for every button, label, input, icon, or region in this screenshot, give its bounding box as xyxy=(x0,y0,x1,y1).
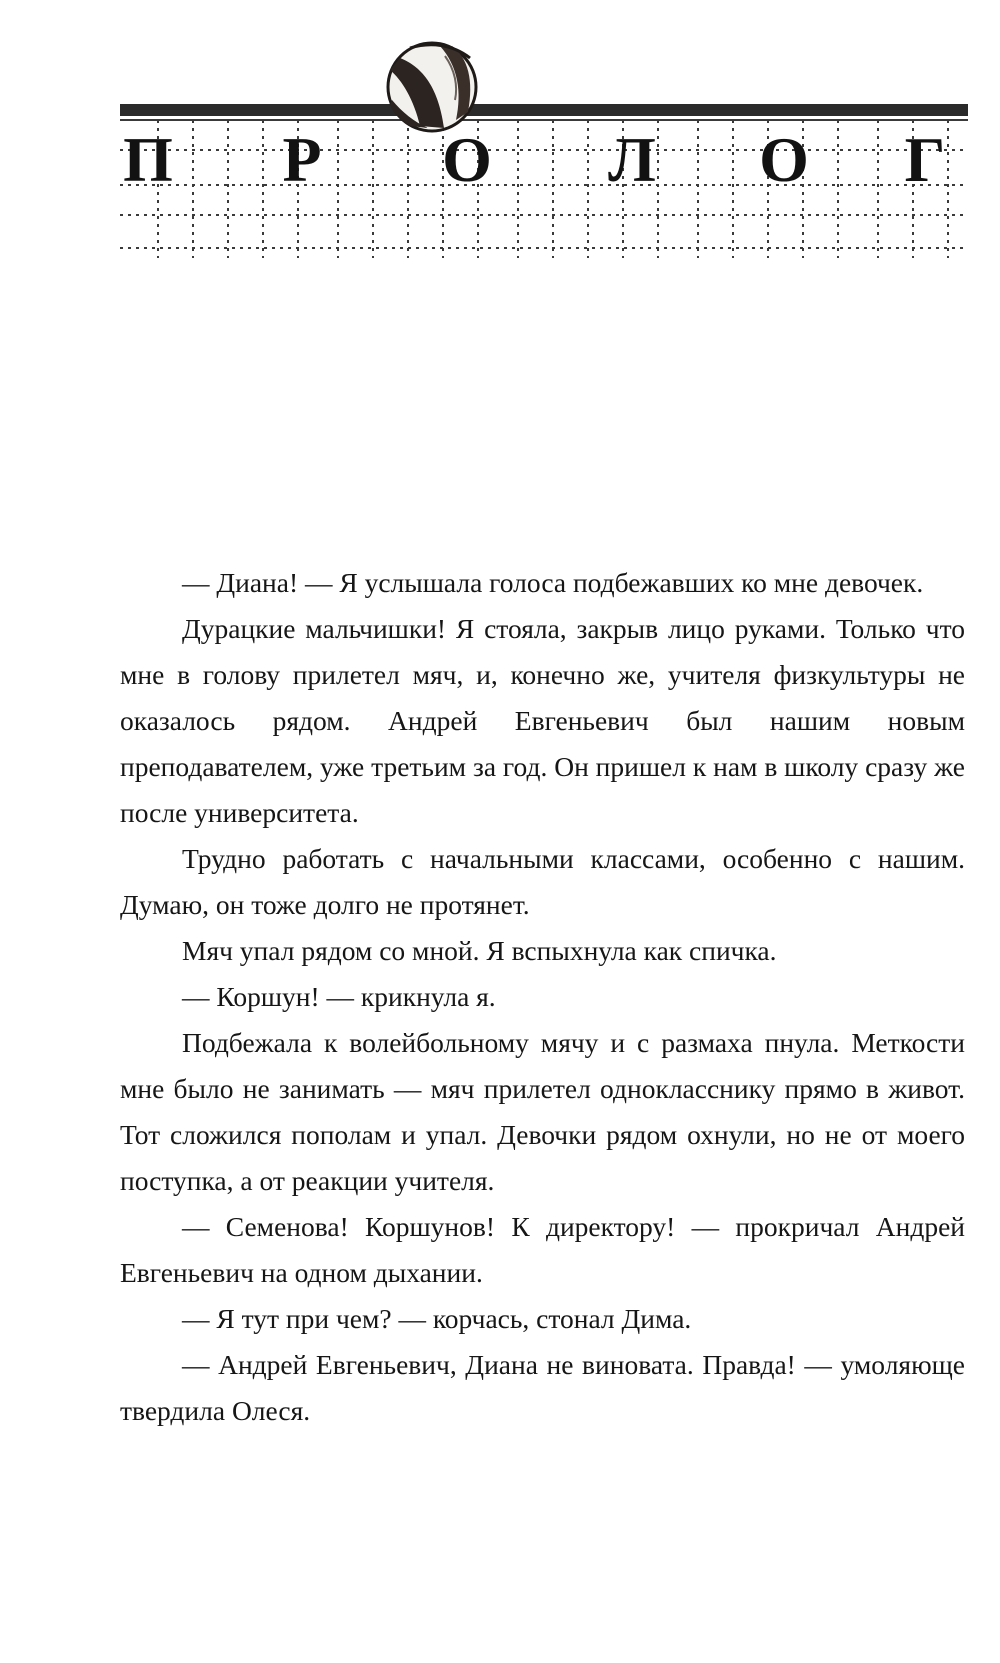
chapter-title-letter-6: Г xyxy=(904,124,946,195)
paragraph-8: — Я тут при чем? — корчась, стонал Дима. xyxy=(182,1303,692,1334)
chapter-title-letter-2: Р xyxy=(282,124,322,195)
paragraph-4: Мяч упал рядом со мной. Я вспыхнула как спичка. xyxy=(182,935,777,966)
header-bar xyxy=(120,104,968,116)
paragraph-9: — Андрей Евгеньевич, Диана не виновата. Правда! — умоляюще твердила Олеся. xyxy=(120,1349,965,1426)
grid-horizontal-lines xyxy=(120,150,968,248)
chapter-header xyxy=(0,0,1000,270)
paragraph-3: Трудно работать с начальными классами, особенно с нашим. Думаю, он тоже долго не протянет. xyxy=(120,843,965,920)
paragraph-6: Подбежала к волейбольному мячу и с размаха пнула. Меткости мне было не занимать — мяч прилетел однокласснику прямо в живот. Тот сложился пополам и упал. Девочки рядом охнули, но не от моего поступка, а от реакции учителя. xyxy=(120,1027,965,1196)
paragraph-2: Дурацкие мальчишки! Я стояла, закрыв лицо руками. Только что мне в голову прилетел мяч, и, конечно же, учителя физкультуры не оказалось рядом. Андрей Евгеньевич был нашим новым преподавателем, уже третьим за год. Он пришел к нам в школу сразу же после университета. xyxy=(120,613,965,828)
chapter-body-text xyxy=(120,560,965,1434)
paragraph-5: — Коршун! — крикнула я. xyxy=(182,981,496,1012)
paragraph-1: — Диана! — Я услышала голоса подбежавших ко мне девочек. xyxy=(182,567,924,598)
chapter-title-letter-3: О xyxy=(442,124,492,195)
volleyball-icon xyxy=(388,43,476,131)
chapter-title-letter-1: П xyxy=(123,124,173,195)
chapter-title-letter-5: О xyxy=(759,124,809,195)
chapter-title-letter-4: Л xyxy=(608,124,656,195)
paragraph-7: — Семенова! Коршунов! К директору! — прокричал Андрей Евгеньевич на одном дыхании. xyxy=(120,1211,965,1288)
